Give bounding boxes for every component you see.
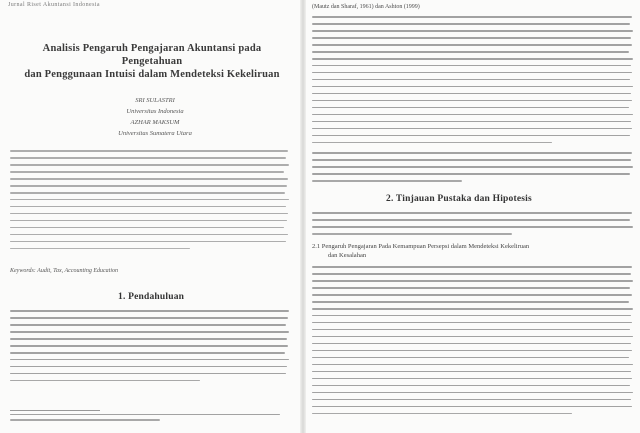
body-line (312, 128, 632, 130)
body-line (312, 23, 630, 25)
right-paragraph-3 (312, 212, 634, 240)
abstract-line (10, 241, 286, 243)
abstract-line (10, 248, 190, 250)
footnote-rule (10, 410, 100, 411)
body-line (312, 294, 632, 296)
right-top-fragment: (Mautz dan Sharaf, 1961) dan Ashton (1999) (312, 4, 420, 10)
body-line (312, 51, 629, 53)
body-line (10, 324, 286, 326)
section-title-literature-review: 2. Tinjauan Pustaka dan Hipotesis (386, 194, 532, 204)
abstract-line (10, 150, 288, 152)
right-paragraph-2 (312, 152, 634, 187)
body-line (10, 338, 287, 340)
body-line (312, 180, 462, 182)
right-paragraph-1 (312, 16, 634, 149)
left-column (0, 0, 300, 433)
body-line (312, 399, 631, 401)
abstract-line (10, 199, 289, 201)
body-line (312, 273, 631, 275)
body-line (312, 107, 629, 109)
body-line (312, 159, 631, 161)
abstract-line (10, 220, 287, 222)
footnote-line (10, 414, 280, 415)
body-line (312, 114, 633, 116)
body-line (312, 58, 633, 60)
body-line (312, 37, 631, 39)
body-line (312, 44, 632, 46)
body-line (312, 86, 633, 88)
introduction-paragraph (10, 310, 290, 387)
body-line (10, 331, 289, 333)
body-line (312, 378, 632, 380)
abstract-line (10, 206, 286, 208)
body-line (312, 16, 632, 18)
body-line (312, 322, 632, 324)
body-line (312, 315, 631, 317)
body-line (312, 392, 633, 394)
body-line (312, 219, 630, 221)
abstract-line (10, 234, 288, 236)
section-title-introduction: 1. Pendahuluan (118, 292, 185, 302)
body-line (312, 121, 631, 123)
abstract-line (10, 171, 284, 173)
body-line (312, 65, 631, 67)
author-block (60, 95, 250, 139)
body-line (312, 100, 632, 102)
author-affiliation-1: Universitas Indonesia (126, 108, 184, 115)
body-line (312, 72, 632, 74)
body-line (312, 406, 632, 408)
running-header: Jurnal Riset Akuntansi Indonesia (8, 2, 100, 8)
right-paragraph-4 (312, 266, 634, 420)
body-line (312, 301, 629, 303)
body-line (312, 79, 630, 81)
body-line (312, 350, 632, 352)
title-line-1: Analisis Pengaruh Pengajaran Akuntansi pada Pengetahuan (42, 43, 262, 67)
abstract-line (10, 213, 288, 215)
body-line (10, 380, 200, 382)
body-line (10, 366, 287, 368)
body-line (312, 336, 633, 338)
subsection-title-2-1-cont: dan Kesalahan (328, 252, 367, 259)
abstract-line (10, 178, 288, 180)
keywords: Keywords: Audit, Tax, Accounting Education (10, 268, 118, 274)
body-line (312, 173, 630, 175)
body-line (312, 152, 632, 154)
body-line (10, 345, 288, 347)
body-line (10, 317, 288, 319)
body-line (312, 413, 572, 415)
author-name-2: AZHAR MAKSUM (130, 119, 180, 126)
abstract-line (10, 157, 286, 159)
body-line (312, 233, 512, 235)
right-column (306, 0, 640, 433)
body-line (312, 142, 552, 144)
body-line (312, 364, 633, 366)
abstract-line (10, 164, 289, 166)
author-affiliation-2: Universitas Sumatera Utara (118, 130, 192, 137)
subsection-title-2-1: 2.1 Pengaruh Pengajaran Pada Kemampuan Persepsi dalam Mendeteksi Kekeliruan (312, 243, 530, 250)
abstract-line (10, 192, 285, 194)
body-line (312, 357, 629, 359)
body-line (312, 266, 632, 268)
body-line (312, 287, 630, 289)
body-line (312, 343, 631, 345)
body-line (312, 135, 630, 137)
abstract-line (10, 185, 287, 187)
body-line (312, 308, 633, 310)
body-line (312, 166, 633, 168)
body-line (312, 30, 633, 32)
body-line (10, 359, 289, 361)
body-line (312, 226, 633, 228)
body-line (312, 212, 632, 214)
author-name-1: SRI SULASTRI (135, 97, 175, 104)
body-line (312, 93, 631, 95)
footnote (10, 414, 290, 425)
abstract-block (10, 150, 290, 255)
paper-title (22, 42, 282, 81)
body-line (312, 385, 630, 387)
body-line (10, 352, 285, 354)
footnote-line (10, 419, 160, 420)
body-line (10, 310, 289, 312)
body-line (312, 371, 631, 373)
body-line (312, 329, 630, 331)
title-line-2: dan Penggunaan Intuisi dalam Mendeteksi Kekeliruan (24, 69, 280, 80)
body-line (10, 373, 286, 375)
abstract-line (10, 227, 284, 229)
body-line (312, 280, 633, 282)
